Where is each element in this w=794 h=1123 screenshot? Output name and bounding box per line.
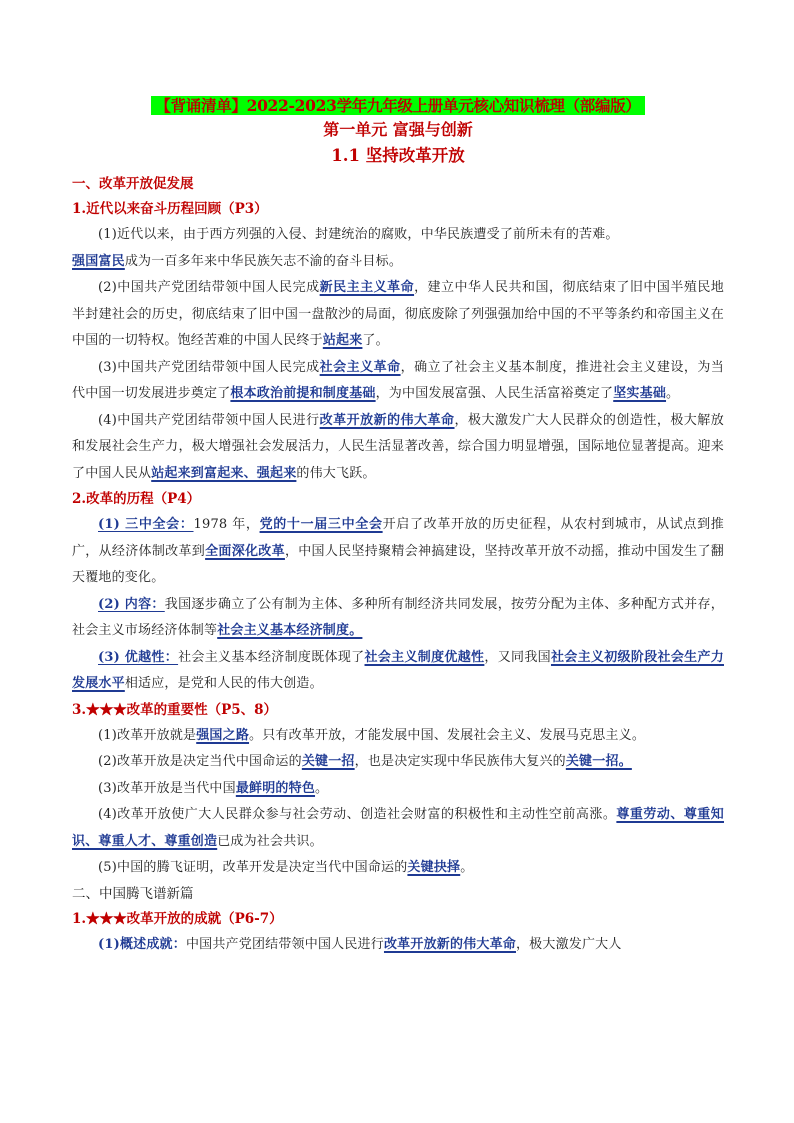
keyword: 最鲜明的特色 xyxy=(235,780,316,796)
keyword: 坚实基础 xyxy=(613,386,667,401)
subsection-heading-1-3: 3.★★★改革的重要性（P5、8） xyxy=(72,701,278,718)
keyword: 根本政治前提和制度基础 xyxy=(230,386,376,401)
item-label: (3) 优越性： xyxy=(98,649,179,665)
keyword: 改革开放新的伟大革命 xyxy=(319,412,455,428)
paragraph-1-1-2: (2)中国共产党团结带领中国人民完成新民主主义革命，建立中华人民共和国，彻底结束了旧中国半殖民地半封建社会的历史，彻底结束了旧中国一盘散沙的局面，彻底废除了列强强加给中国的不平等条约和帝国主义在中国的一切特权。饱经苦难的中国人民终于站起来了。 xyxy=(72,280,725,348)
keyword: 站起来 xyxy=(322,333,363,348)
keyword: 党的十一届三中全会 xyxy=(259,517,383,532)
paragraph-1-2-1: (1) 三中全会：1978 年，党的十一届三中全会开启了改革开放的历史征程，从农村到城市，从试点到推广，从经济体制改革到全面深化改革，中国人民坚持聚精会神搞建设，坚持改革开放不动摇，推动中国发生了翻天覆地的变化。 xyxy=(72,517,724,585)
item-label: (2) 内容： xyxy=(98,596,165,612)
paragraph-1-1-3: (3)中国共产党团结带领中国人民完成社会主义革命，确立了社会主义基本制度，推进社会主义建设，为当代中国一切发展进步奠定了根本政治前提和制度基础，为中国发展富强、人民生活富裕奠定了坚实基础。 xyxy=(72,359,725,401)
subsection-heading-1-1: 1.近代以来奋斗历程回顾（P3） xyxy=(72,201,268,217)
banner-text: 【背诵清单】2022-2023学年九年级上册单元核心知识梳理（部编版） xyxy=(151,96,644,115)
document-page xyxy=(72,94,724,958)
paragraph-1-1-1: (1)近代以来，由于西方列强的入侵、封建统治的腐败，中华民族遭受了前所未有的苦难。 强国富民成为一百多年来中华民族矢志不渝的奋斗目标。 xyxy=(72,227,619,269)
keyword: 强国富民 xyxy=(72,253,125,269)
keyword: 社会主义基本经济制度。 xyxy=(217,623,363,638)
subsection-heading-1-2: 2.改革的历程（P4） xyxy=(72,491,201,507)
keyword: 站起来到富起来、强起来 xyxy=(151,465,297,481)
keyword: 新民主主义革命 xyxy=(319,280,415,295)
unit-title: 第一单元 富强与创新 xyxy=(323,120,473,139)
paragraph-1-2-2: (2) 内容：我国逐步确立了公有制为主体、多种所有制经济共同发展，按劳分配为主体、多种配方式并存，社会主义市场经济体制等社会主义基本经济制度。 xyxy=(72,596,724,638)
lesson-title: 1.1 坚持改革开放 xyxy=(331,146,465,165)
item-label: (1) 三中全会： xyxy=(98,517,194,532)
keyword: 改革开放新的伟大革命 xyxy=(383,936,516,952)
item-label: (1)概述成就： xyxy=(98,936,186,952)
keyword: 关键一招。 xyxy=(565,754,632,769)
paragraph-1-3-2: (2)改革开放是决定当代中国命运的关键一招，也是决定实现中华民族伟大复兴的关键一招。 xyxy=(98,754,632,769)
paragraph-1-2-3: (3) 优越性：社会主义基本经济制度既体现了社会主义制度优越性，又同我国社会主义初级阶段社会生产力发展水平相适应，是党和人民的伟大创造。 xyxy=(72,649,724,691)
paragraph-1-3-4: (4)改革开放使广大人民群众参与社会劳动、创造社会财富的积极性和主动性空前高涨。尊重劳动、尊重知识、尊重人才、尊重创造已成为社会共识。 xyxy=(72,807,724,849)
paragraph-1-3-1: (1)改革开放就是强国之路。只有改革开放，才能发展中国、发展社会主义、发展马克思主义。 xyxy=(98,727,646,743)
keyword: 关键一招 xyxy=(301,754,355,769)
document-banner xyxy=(72,94,724,118)
section-heading-1: 一、改革开放促发展 xyxy=(72,176,194,192)
paragraph-1-1-4: (4)中国共产党团结带领中国人民进行改革开放新的伟大革命，极大激发广大人民群众的创造性，极大解放和发展社会生产力，极大增强社会发展活力，人民生活显著改善，综合国力明显增强，国际地位显著提高。迎来了中国人民从站起来到富起来、强起来的伟大飞跃。 xyxy=(72,412,724,481)
paragraph-2-1-1: (1)概述成就：中国共产党团结带领中国人民进行改革开放新的伟大革命，极大激发广大人 xyxy=(98,936,622,952)
keyword: 社会主义革命 xyxy=(319,359,401,375)
keyword: 尊重劳动、尊重知识、尊重人才、尊重创造 xyxy=(72,807,724,849)
paragraph-1-3-3: (3)改革开放是当代中国最鲜明的特色。 xyxy=(98,780,329,796)
keyword: 社会主义制度优越性 xyxy=(364,649,485,665)
keyword: 社会主义初级阶段社会生产力发展水平 xyxy=(72,649,724,691)
keyword: 全面深化改革 xyxy=(205,543,285,559)
subsection-heading-2-1: 1.★★★改革开放的成就（P6-7） xyxy=(72,910,283,927)
paragraph-1-3-5: (5)中国的腾飞证明，改革开发是决定当代中国命运的关键抉择。 xyxy=(98,860,474,875)
keyword: 强国之路 xyxy=(196,727,250,743)
section-heading-2: 二、中国腾飞谱新篇 xyxy=(72,885,194,902)
keyword: 关键抉择 xyxy=(407,860,461,875)
